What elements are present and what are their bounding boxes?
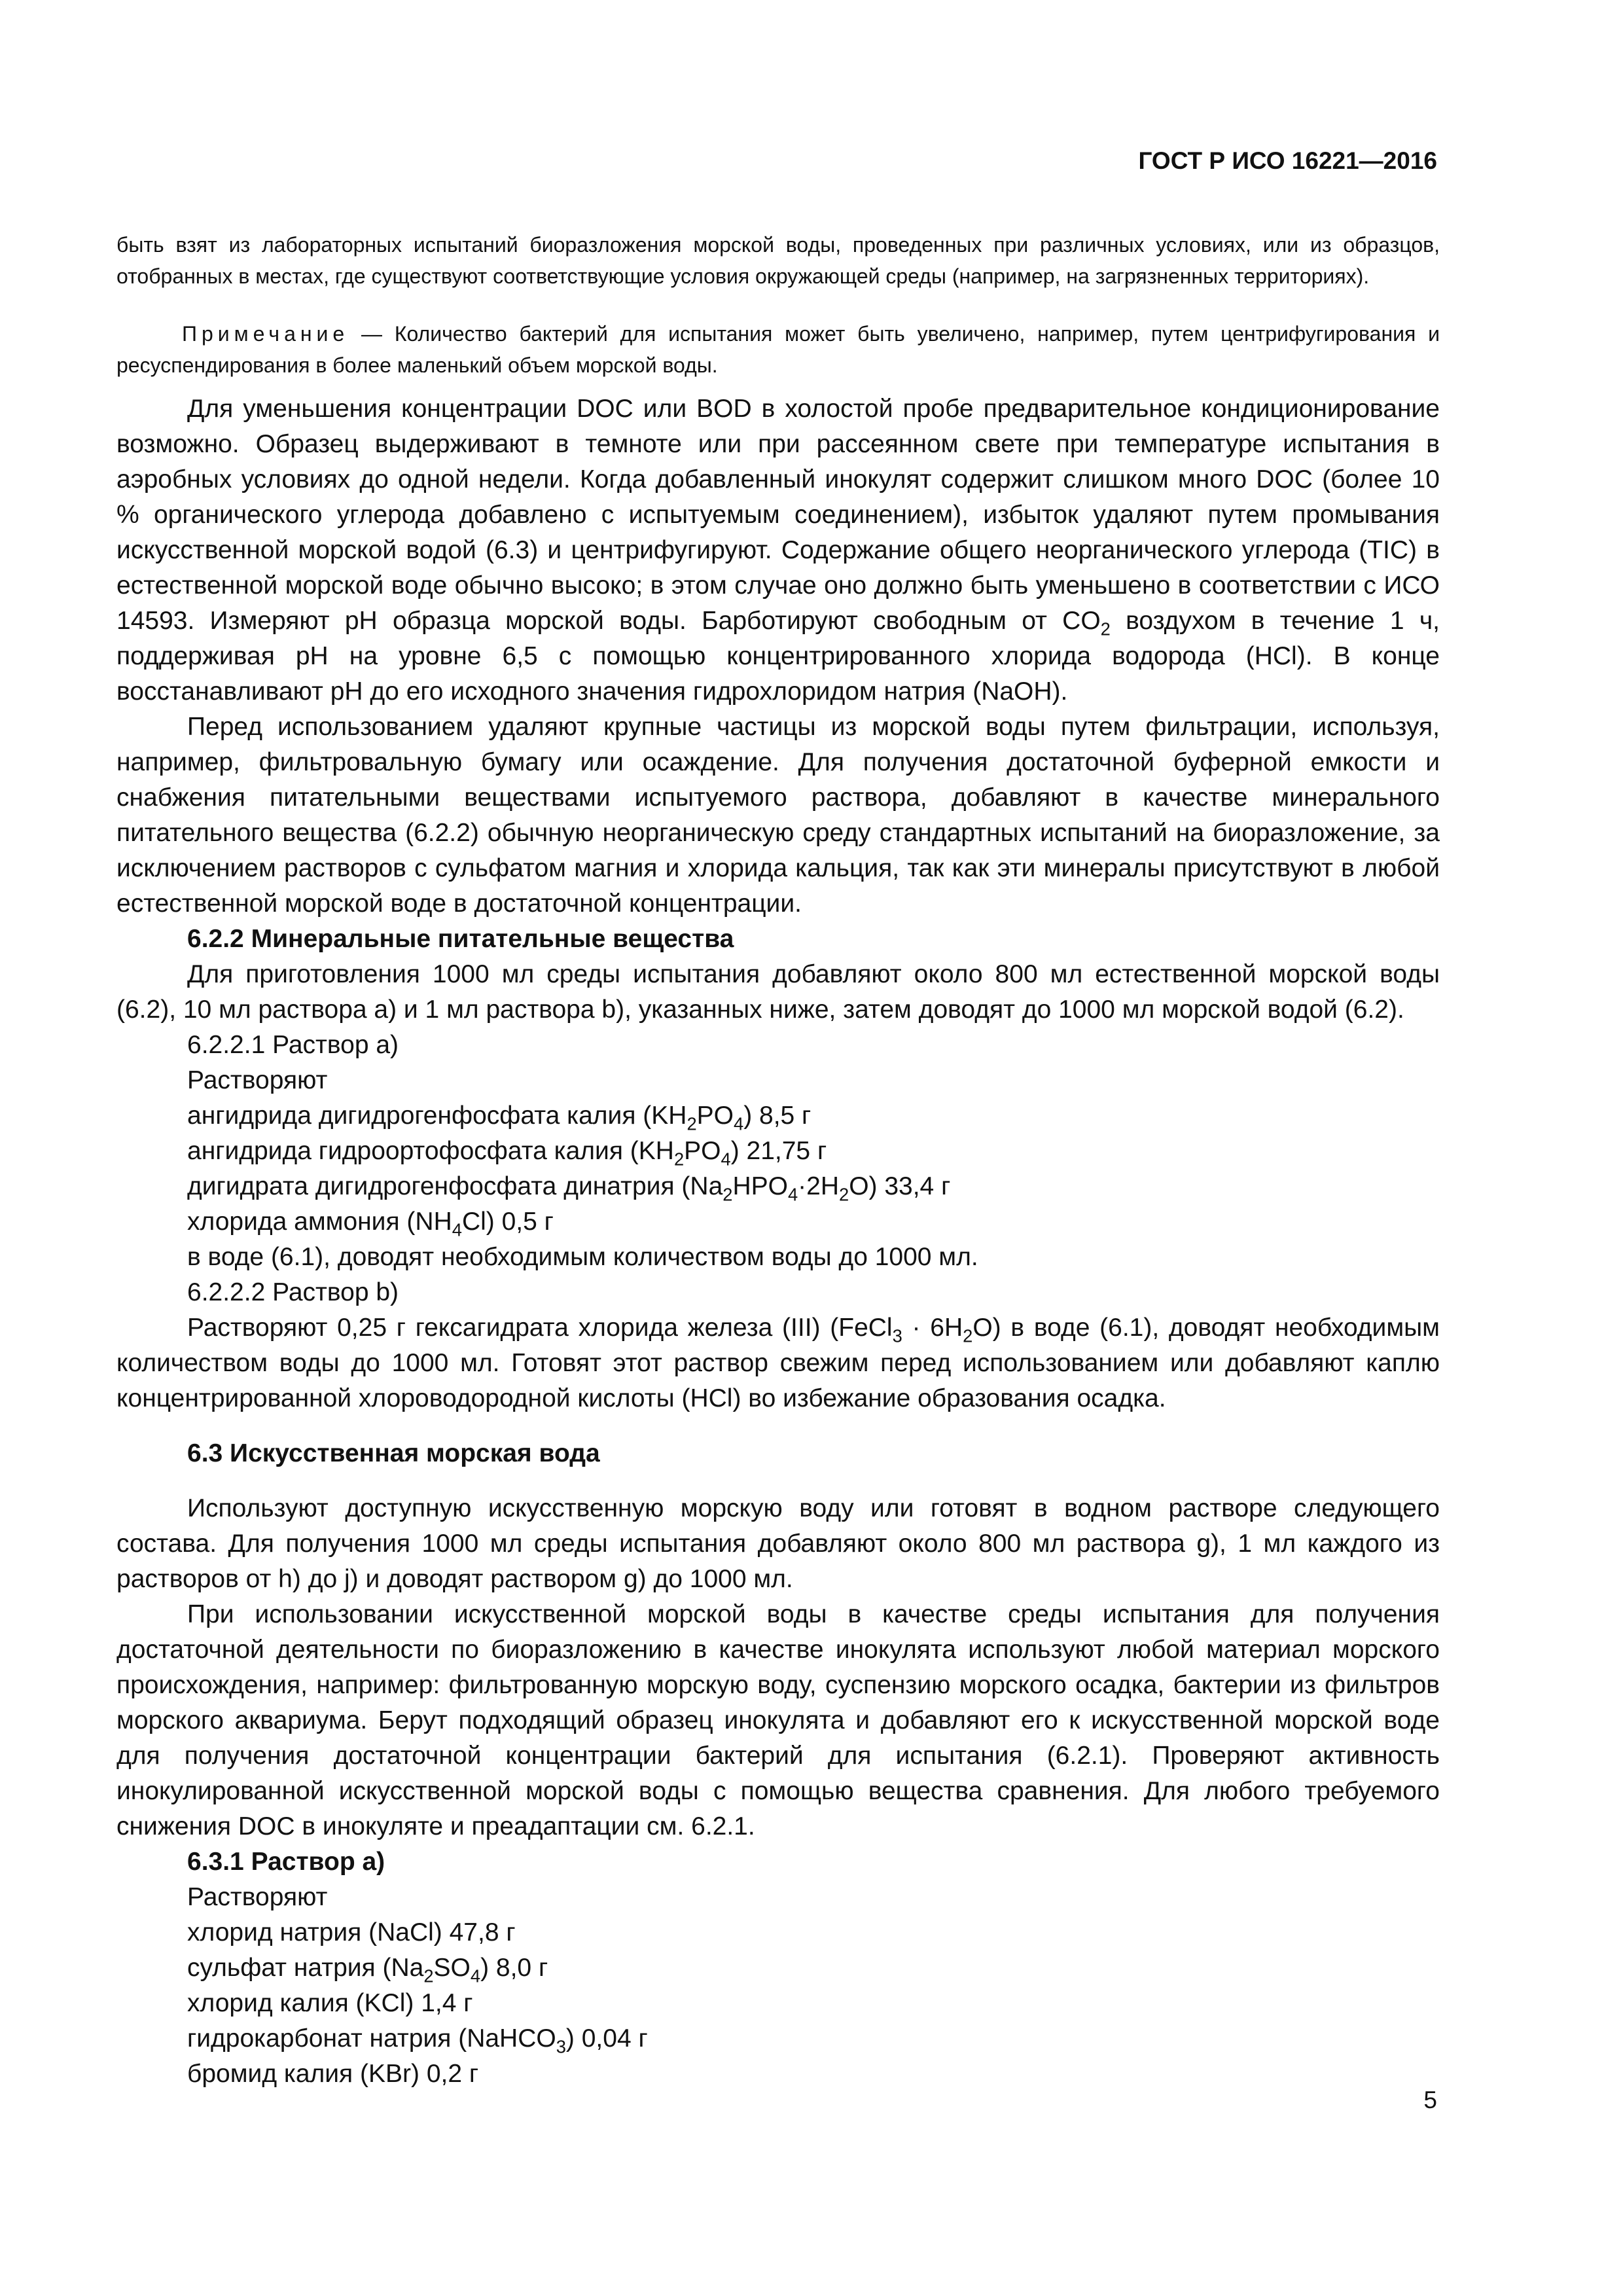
note-label: Примечание <box>182 322 349 346</box>
ingredient-line: хлорида аммония $(NH_4Cl)$ 0,5 г <box>187 1208 554 1240</box>
paragraph-text: Для уменьшения концентрации DOC или BOD в холостой пробе предварительное кондиционирование возможно. Образец выдерживают в темноте или при рассеянном свете при температуре испытания в аэробных условиях до одной недели. Когда добавленный инокулят содержит слишком много DOC (более 10 % органического углерода добавлено с испытуемым соединением), избыток удаляют путем промывания искусственной морской водой (6.3) и центрифугируют. Содержание общего неорганического углерода (TIC) в естественной морской воде обычно высоко; в этом случае оно должно быть уменьшено в соответствии с ИСО 14593. Измеряют pH образца морской воды. Барботируют свободным от CO <box>116 395 1440 635</box>
document-header: ГОСТ Р ИСО 16221—2016 <box>1138 147 1437 174</box>
section-heading-6-3: 6.3 Искусственная морская вода <box>187 1439 600 1467</box>
ingredient-line: бромид калия (KBr) 0,2 г <box>187 2060 479 2088</box>
document-body <box>116 229 1440 2092</box>
paragraph-artificial-seawater: Используют доступную искусственную морскую воду или готовят в водном растворе следующего состава. Для получения 1000 мл среды испытания добавляют около 800 мл раствора g), 1 мл каждого из растворов от h) до j) и доводят раствором g) до 1000 мл. <box>116 1494 1440 1593</box>
subsection-heading-6-2-2-2: 6.2.2.2 Раствор b) <box>187 1278 399 1306</box>
ingredient-line: хлорид калия (KCl) 1,4 г <box>187 1989 473 2017</box>
paragraph-filtration: Перед использованием удаляют крупные частицы из морской воды путем фильтрации, используя, например, фильтровальную бумагу или осаждение. Для получения достаточной буферной емкости и снабжения питательными веществами испытуемого раствора, добавляют в качестве минерального питательного вещества (6.2.2) обычную неорганическую среду стандартных испытаний на биоразложение, за исключением растворов с сульфатом магния и хлорида кальция, так как эти минералы присутствуют в любой естественной морской воде в достаточной концентрации. <box>116 713 1440 918</box>
ingredient-line: сульфат натрия $(Na_2SO_4)$ 8,0 г <box>187 1954 548 1986</box>
note <box>116 318 1440 381</box>
section-heading-6-3-1: 6.3.1 Раствор а) <box>187 1848 385 1876</box>
note-text: — Количество бактерий для испытания может быть увеличено, например, путем центрифугирования и ресуспендирования в более маленький объем морской воды. <box>116 322 1440 377</box>
intro-paragraph: быть взят из лабораторных испытаний биоразложения морской воды, проведенных при различных условиях, или из образцов, отобранных в местах, где существуют соответствующие условия окружающей среды (например, на загрязненных территориях). <box>116 233 1440 288</box>
ingredient-line: дигидрата дигидрогенфосфата динатрия $(Na_2HPO_4\cdot 2H_2O)$ 33,4 г <box>187 1172 951 1205</box>
ingredient-line: ангидрида гидроортофосфата калия $(KH_2PO_4)$ 21,75 г <box>187 1137 827 1170</box>
ingredient-line: гидрокарбонат натрия (NaHCO$_3$) 0,04 г <box>187 2024 648 2057</box>
subsection-heading-6-2-2-1: 6.2.2.1 Раствор а) <box>187 1031 399 1059</box>
paragraph-doc-conditioning <box>116 391 1440 709</box>
paragraph-text: воздухом в течение 1 ч, поддерживая pH на уровне 6,5 с помощью концентрированного хлорида водорода (HCl). В конце восстанавливают pH до его исходного значения гидрохлоридом натрия (NaOH). <box>116 607 1440 706</box>
ingredient-line: ангидрида дигидрогенфосфата калия $(KH_2PO_4)$ 8,5 г <box>187 1102 812 1134</box>
dissolve-label: Растворяют <box>187 1066 328 1094</box>
paragraph-solution-b: Растворяют 0,25 г гексагидрата хлорида железа (III) (FeCl$_3$ · $6H_2O$) в воде (6.1), доводят необходимым количеством воды до 1000 мл. Готовят этот раствор свежим перед использованием или добавляют каплю концентрированной хлороводородной кислоты (HCl) во избежание образования осадка. <box>116 1314 1440 1412</box>
paragraph-inoculum: При использовании искусственной морской воды в качестве среды испытания для получения достаточной деятельности по биоразложению в качестве инокулята используют любой материал морского происхождения, например: фильтрованную морскую воду, суспензию морского осадка, бактерии из фильтров морского аквариума. Берут подходящий образец инокулята и добавляют его к искусственной морской воде для получения достаточной концентрации бактерий для испытания (6.2.1). Проверяют активность инокулированной искусственной морской воды с помощью вещества сравнения. Для любого требуемого снижения DOC в инокуляте и преадаптации см. 6.2.1. <box>116 1600 1440 1840</box>
instruction-line: в воде (6.1), доводят необходимым количеством воды до 1000 мл. <box>187 1243 978 1271</box>
ingredient-line: хлорид натрия (NaCl) 47,8 г <box>187 1918 516 1946</box>
page-number: 5 <box>1423 2087 1437 2113</box>
subscript: 2 <box>1100 619 1111 639</box>
section-heading-6-2-2: 6.2.2 Минеральные питательные вещества <box>187 925 734 953</box>
dissolve-label: Растворяют <box>187 1883 328 1911</box>
paragraph-mineral-nutrients: Для приготовления 1000 мл среды испытания добавляют около 800 мл естественной морской воды (6.2), 10 мл раствора а) и 1 мл раствора b), указанных ниже, затем доводят до 1000 мл морской водой (6.2). <box>116 960 1440 1024</box>
